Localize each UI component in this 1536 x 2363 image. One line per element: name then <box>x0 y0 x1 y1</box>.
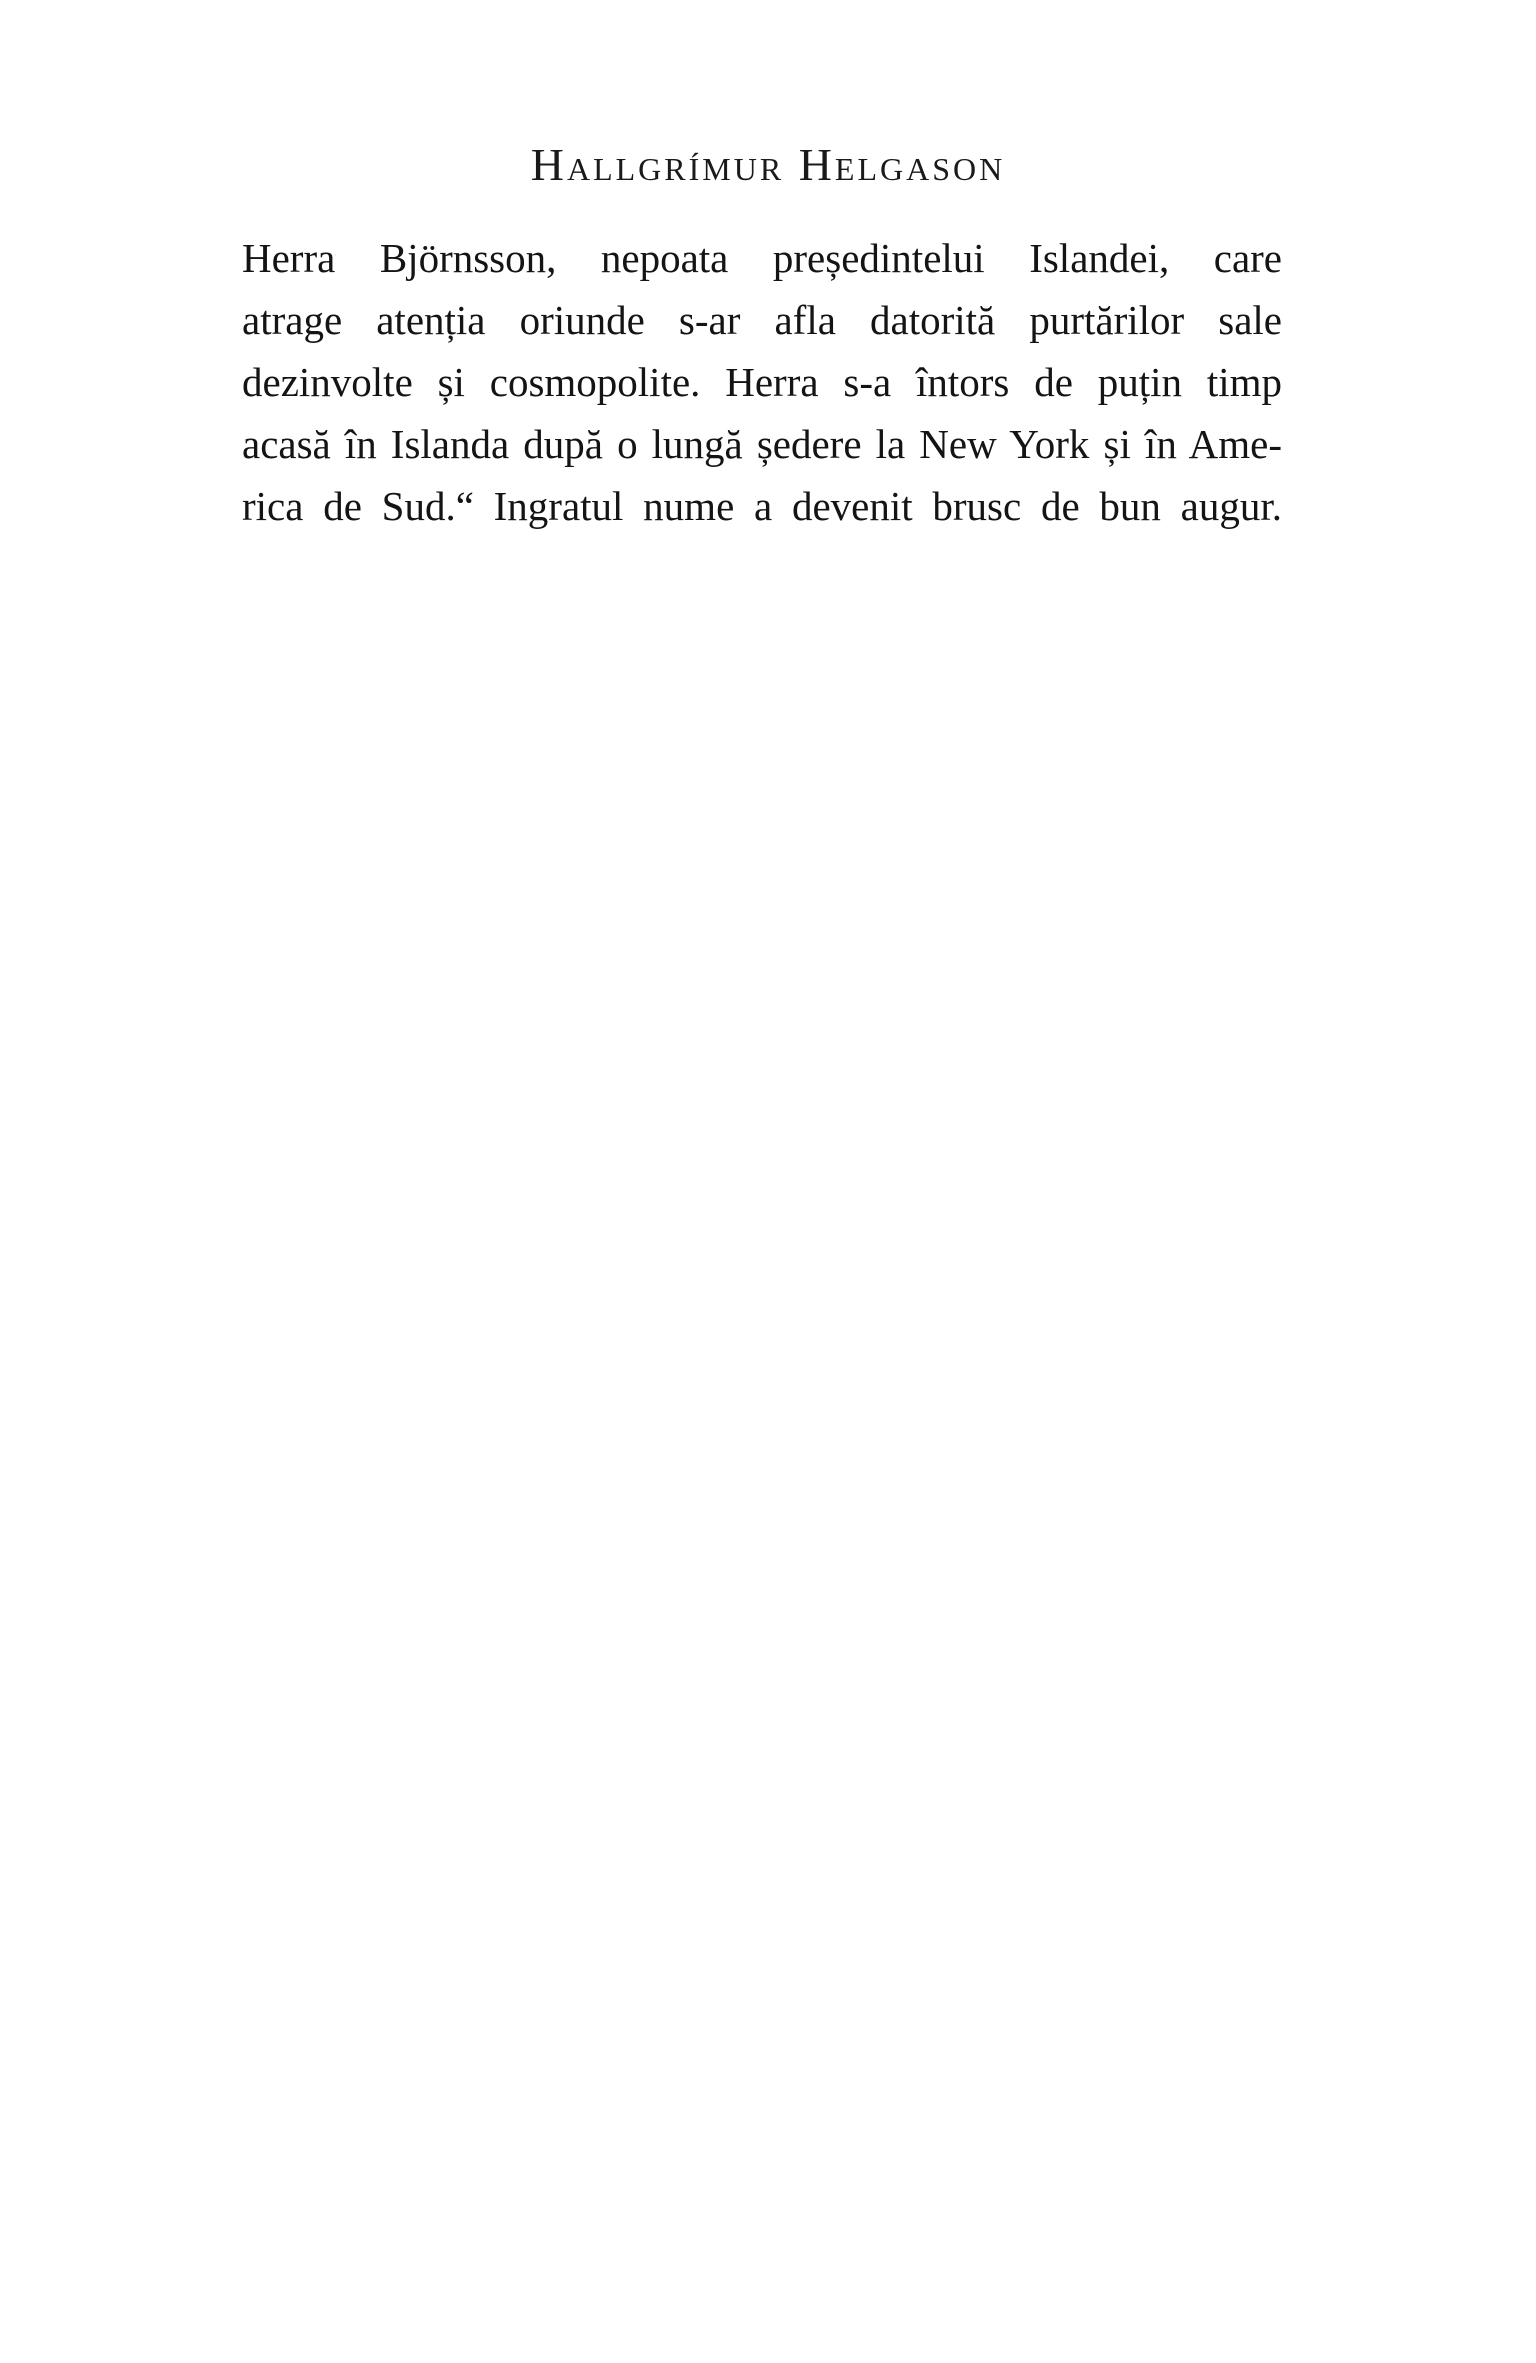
text-line: rica de Sud.“ Ingratul nume a devenit brusc de bun augur. <box>242 483 1282 529</box>
running-header-author: Hallgrímur Helgason <box>530 139 1006 190</box>
text-line: Herra Björnsson, nepoata președintelui Islandei, care <box>242 235 1282 281</box>
excerpt-paragraph <box>242 227 1282 537</box>
text-line: acasă în Islanda după o lungă ședere la New York și în Ame- <box>242 421 1282 467</box>
text-line: atrage atenția oriunde s-ar afla datorită purtărilor sale <box>242 297 1282 343</box>
text-line: dezinvolte și cosmopolite. Herra s-a întors de puțin timp <box>242 359 1282 405</box>
